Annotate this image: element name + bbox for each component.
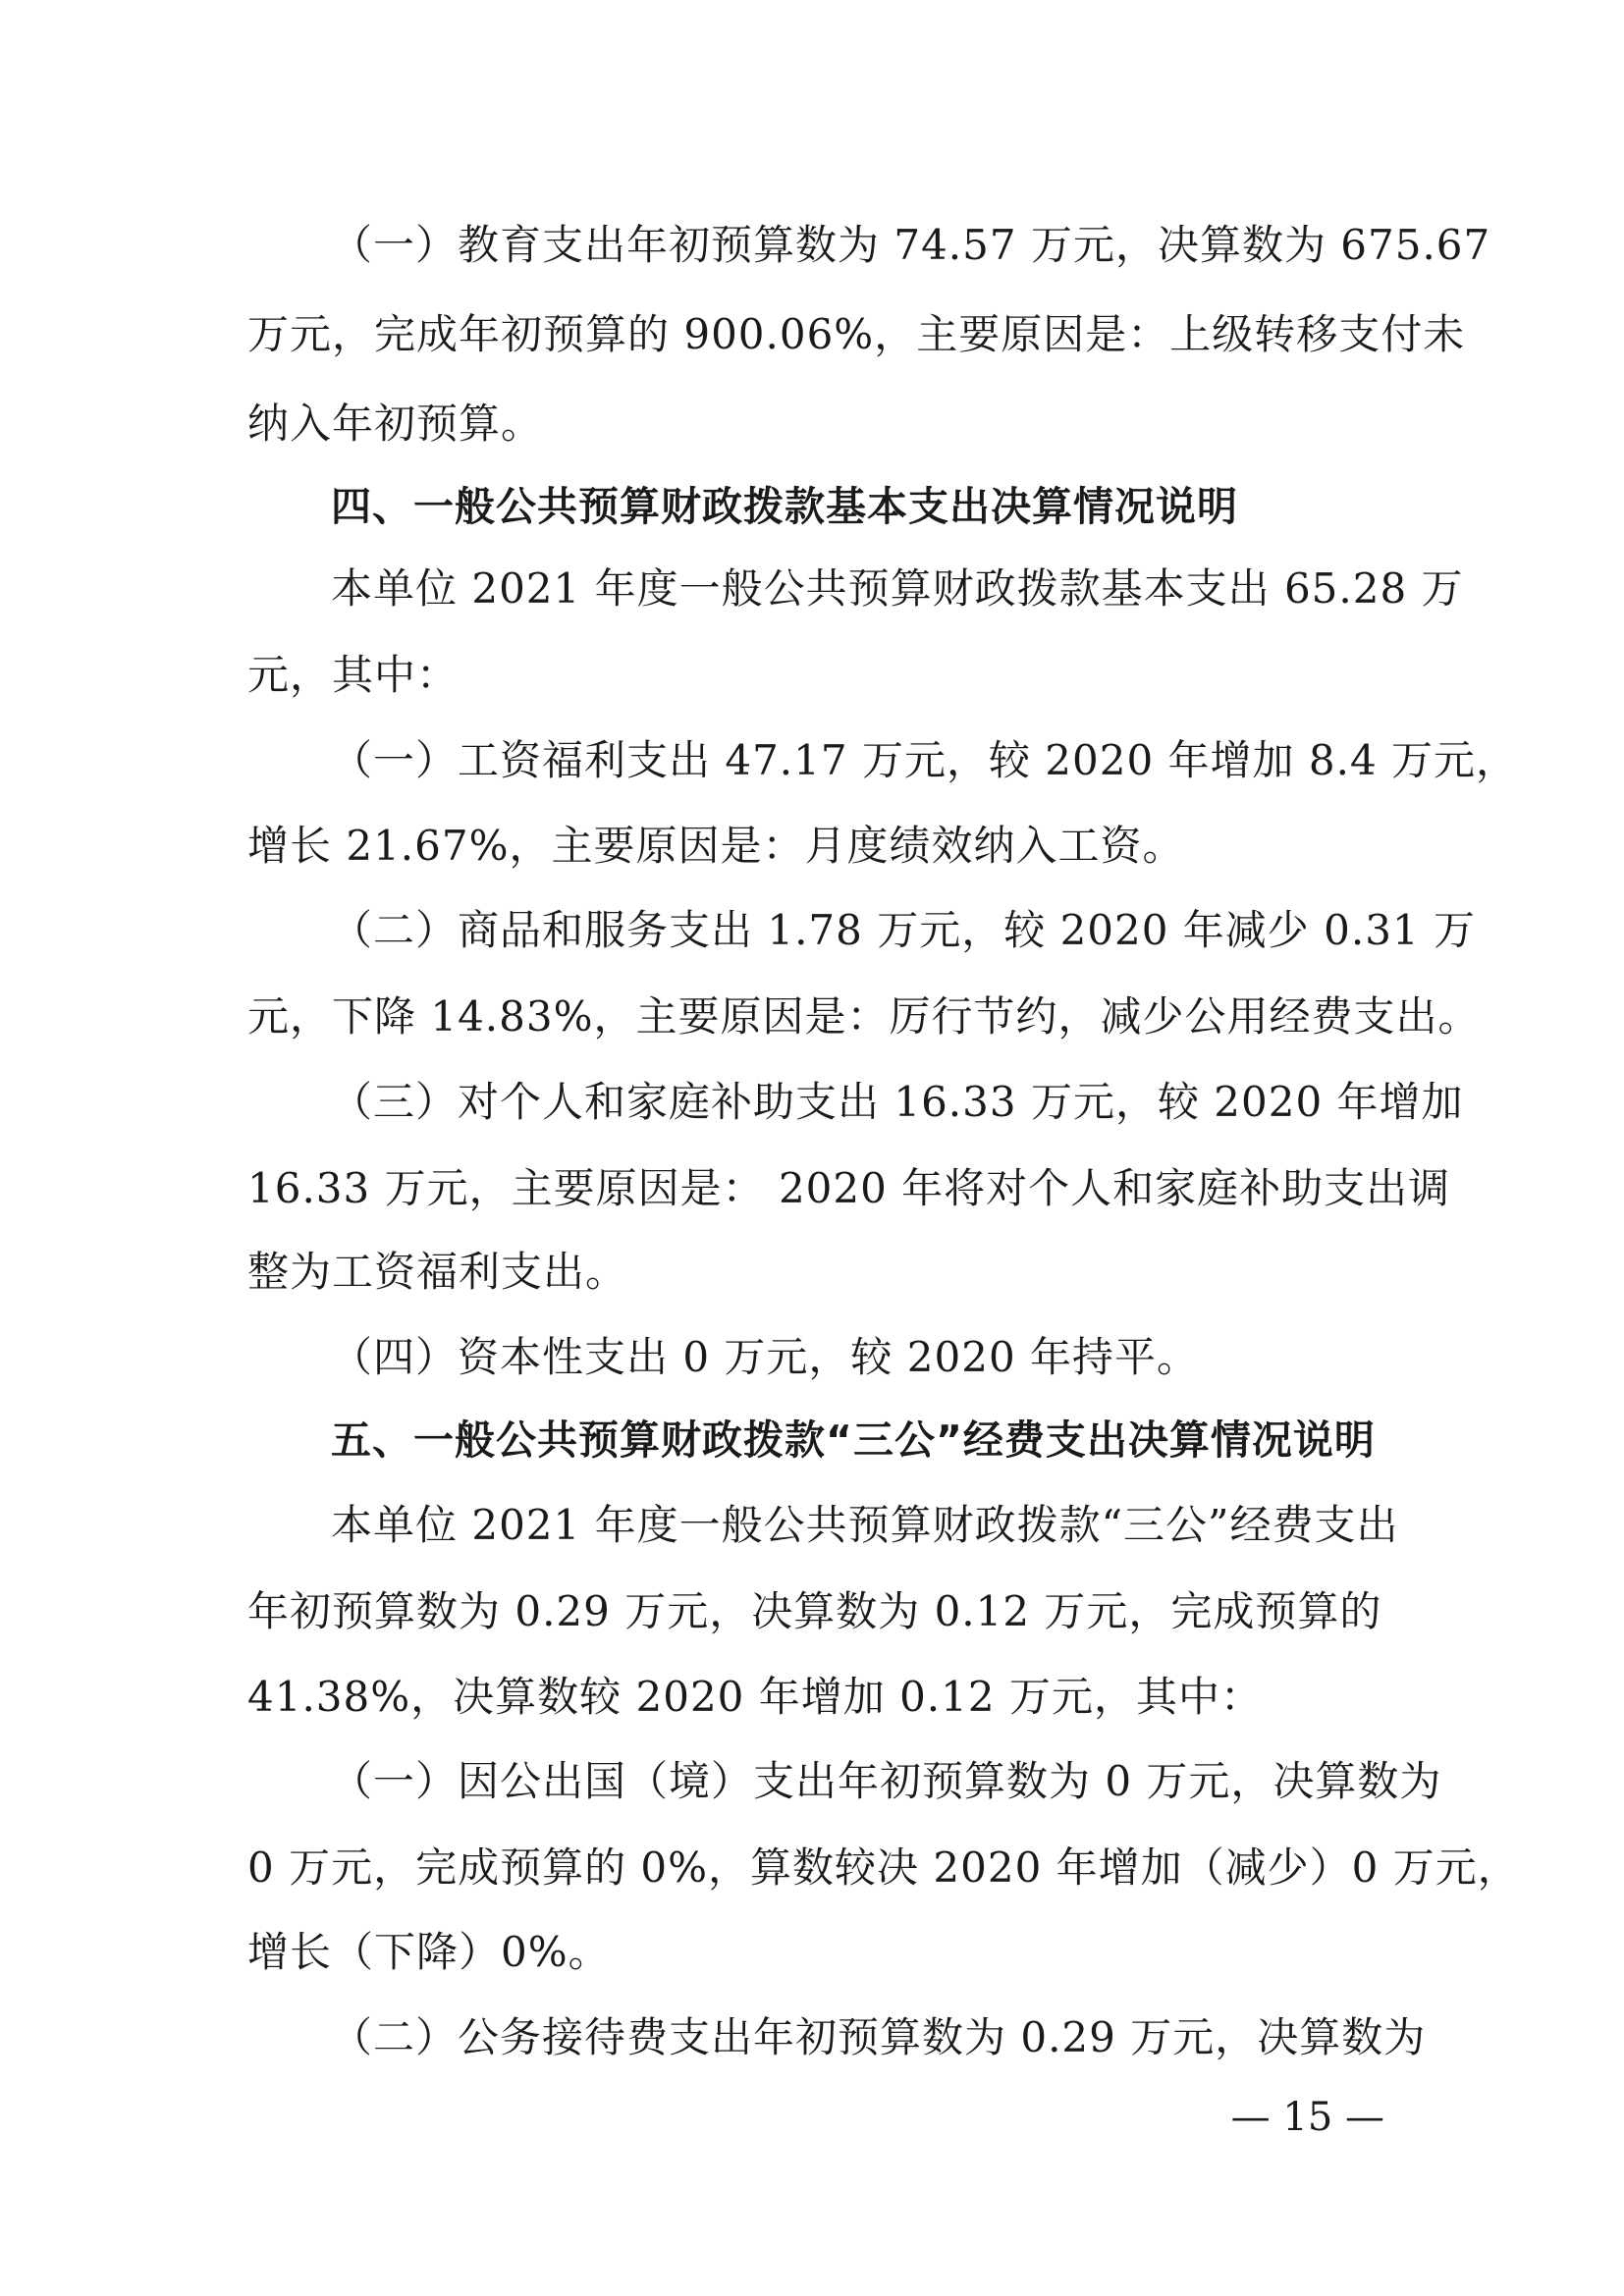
paragraph-line: 增长（下降）0%。	[247, 1928, 611, 1976]
paragraph-line: （二）商品和服务支出 1.78 万元，较 2020 年减少 0.31 万	[331, 906, 1477, 954]
section-heading: 四、一般公共预算财政拨款基本支出决算情况说明	[331, 483, 1238, 530]
paragraph-line: 纳入年初预算。	[247, 400, 544, 448]
paragraph-line: （二）公务接待费支出年初预算数为 0.29 万元，决算数为	[331, 2013, 1427, 2061]
paragraph-line: 年初预算数为 0.29 万元，决算数为 0.12 万元，完成预算的	[247, 1587, 1382, 1635]
paragraph-line: 41.38%，决算数较 2020 年增加 0.12 万元，其中：	[247, 1673, 1263, 1721]
paragraph-line: 元，下降 14.83%，主要原因是：厉行节约，减少公用经费支出。	[247, 992, 1481, 1041]
paragraph-line: 增长 21.67%，主要原因是：月度绩效纳入工资。	[247, 822, 1185, 870]
paragraph-line: 本单位 2021 年度一般公共预算财政拨款“三公”经费支出	[331, 1501, 1399, 1549]
paragraph-line: 整为工资福利支出。	[247, 1248, 628, 1296]
paragraph-line: 本单位 2021 年度一般公共预算财政拨款基本支出 65.28 万	[331, 564, 1464, 613]
paragraph-line: 0 万元，完成预算的 0%，算数较决 2020 年增加（减少）0 万元，	[247, 1843, 1520, 1892]
paragraph-line: （一）工资福利支出 47.17 万元，较 2020 年增加 8.4 万元，	[331, 736, 1519, 784]
paragraph-line: （四）资本性支出 0 万元，较 2020 年持平。	[331, 1333, 1200, 1381]
paragraph-line: 16.33 万元，主要原因是： 2020 年将对个人和家庭补助支出调	[247, 1164, 1451, 1212]
paragraph-line: （一）教育支出年初预算数为 74.57 万元，决算数为 675.67	[331, 221, 1491, 269]
paragraph-line: 元，其中：	[247, 651, 460, 699]
paragraph-line: 万元，完成年初预算的 900.06%，主要原因是：上级转移支付未	[247, 310, 1466, 358]
paragraph-line: （三）对个人和家庭补助支出 16.33 万元，较 2020 年增加	[331, 1078, 1464, 1126]
page-number: — 15 —	[1230, 2095, 1384, 2140]
paragraph-line: （一）因公出国（境）支出年初预算数为 0 万元，决算数为	[331, 1757, 1442, 1805]
section-heading: 五、一般公共预算财政拨款“三公”经费支出决算情况说明	[331, 1416, 1376, 1464]
